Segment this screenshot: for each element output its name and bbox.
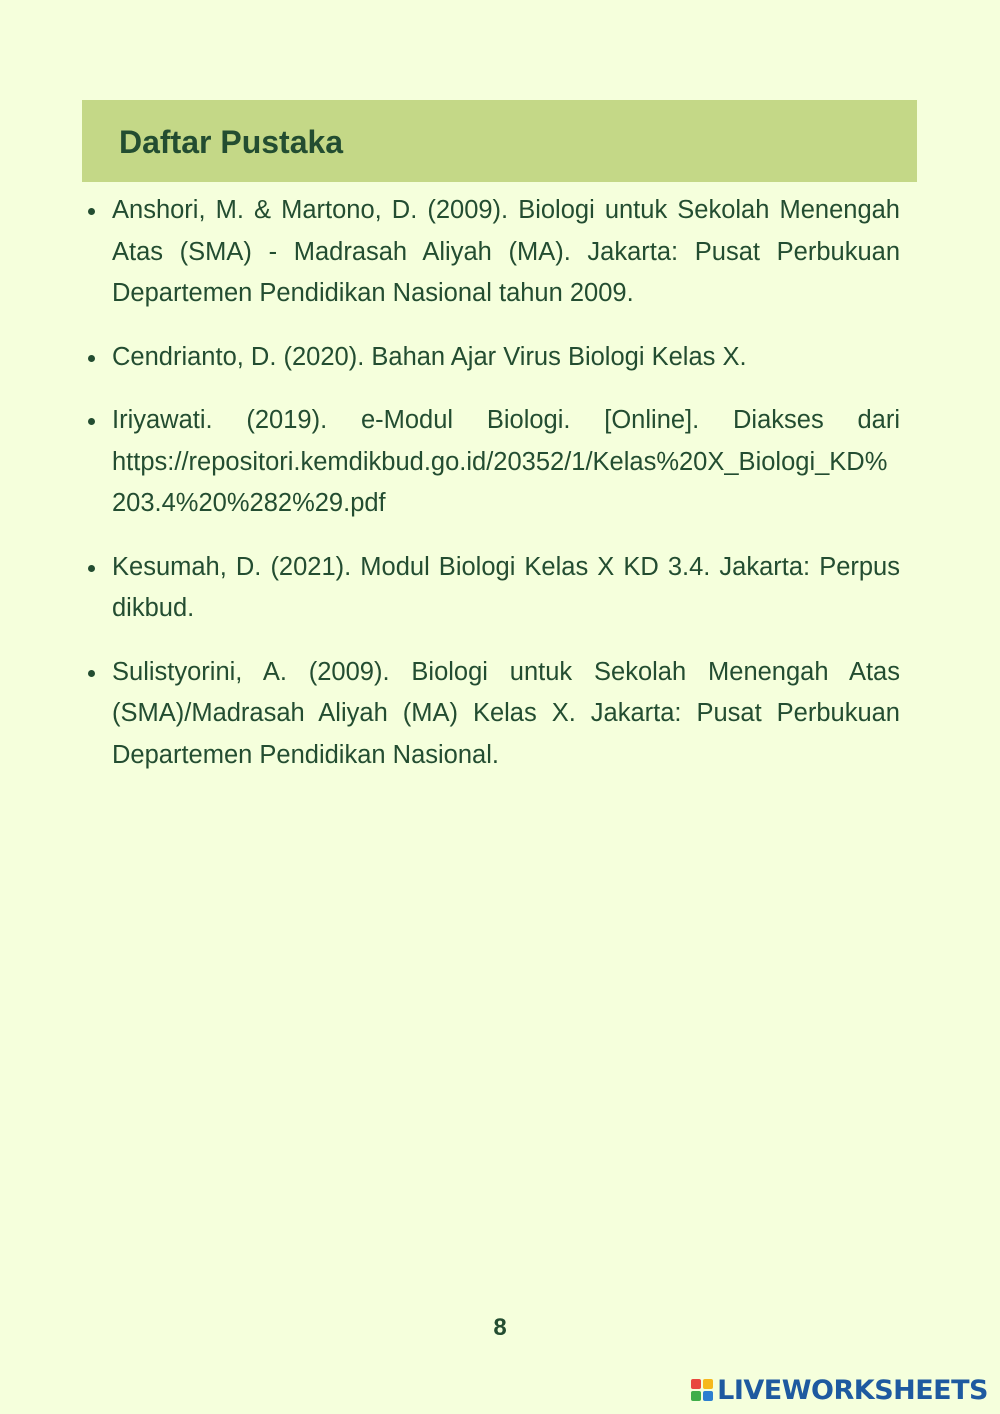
- reference-item: Kesumah, D. (2021). Modul Biologi Kelas X KD 3.4. Jakarta: Perpus dikbud.: [112, 547, 900, 630]
- logo-square: [703, 1391, 713, 1401]
- page-title: Daftar Pustaka: [119, 124, 344, 160]
- brand-name: LIVEWORKSHEETS: [717, 1374, 988, 1406]
- reference-list: [112, 190, 900, 798]
- logo-square: [691, 1379, 701, 1389]
- page-number: 8: [493, 1314, 507, 1341]
- logo-square: [691, 1391, 701, 1401]
- logo-square: [703, 1379, 713, 1389]
- header-band: [82, 100, 917, 182]
- reference-item: Cendrianto, D. (2020). Bahan Ajar Virus Biologi Kelas X.: [112, 337, 900, 379]
- brand-logo[interactable]: [691, 1374, 988, 1406]
- liveworksheets-logo-icon: [691, 1379, 713, 1401]
- reference-item: Sulistyorini, A. (2009). Biologi untuk Sekolah Menengah Atas (SMA)/Madrasah Aliyah (MA) Kelas X. Jakarta: Pusat Perbukuan Departemen Pendidikan Nasional.: [112, 652, 900, 777]
- reference-item: Iriyawati. (2019). e-Modul Biologi. [Online]. Diakses dari https://repositori.kemdikbud.go.id/20352/1/Kelas%20X_Biologi_KD%203.4%20%282%29.pdf: [112, 400, 900, 525]
- reference-item: Anshori, M. & Martono, D. (2009). Biologi untuk Sekolah Menengah Atas (SMA) - Madrasah Aliyah (MA). Jakarta: Pusat Perbukuan Departemen Pendidikan Nasional tahun 2009.: [112, 190, 900, 315]
